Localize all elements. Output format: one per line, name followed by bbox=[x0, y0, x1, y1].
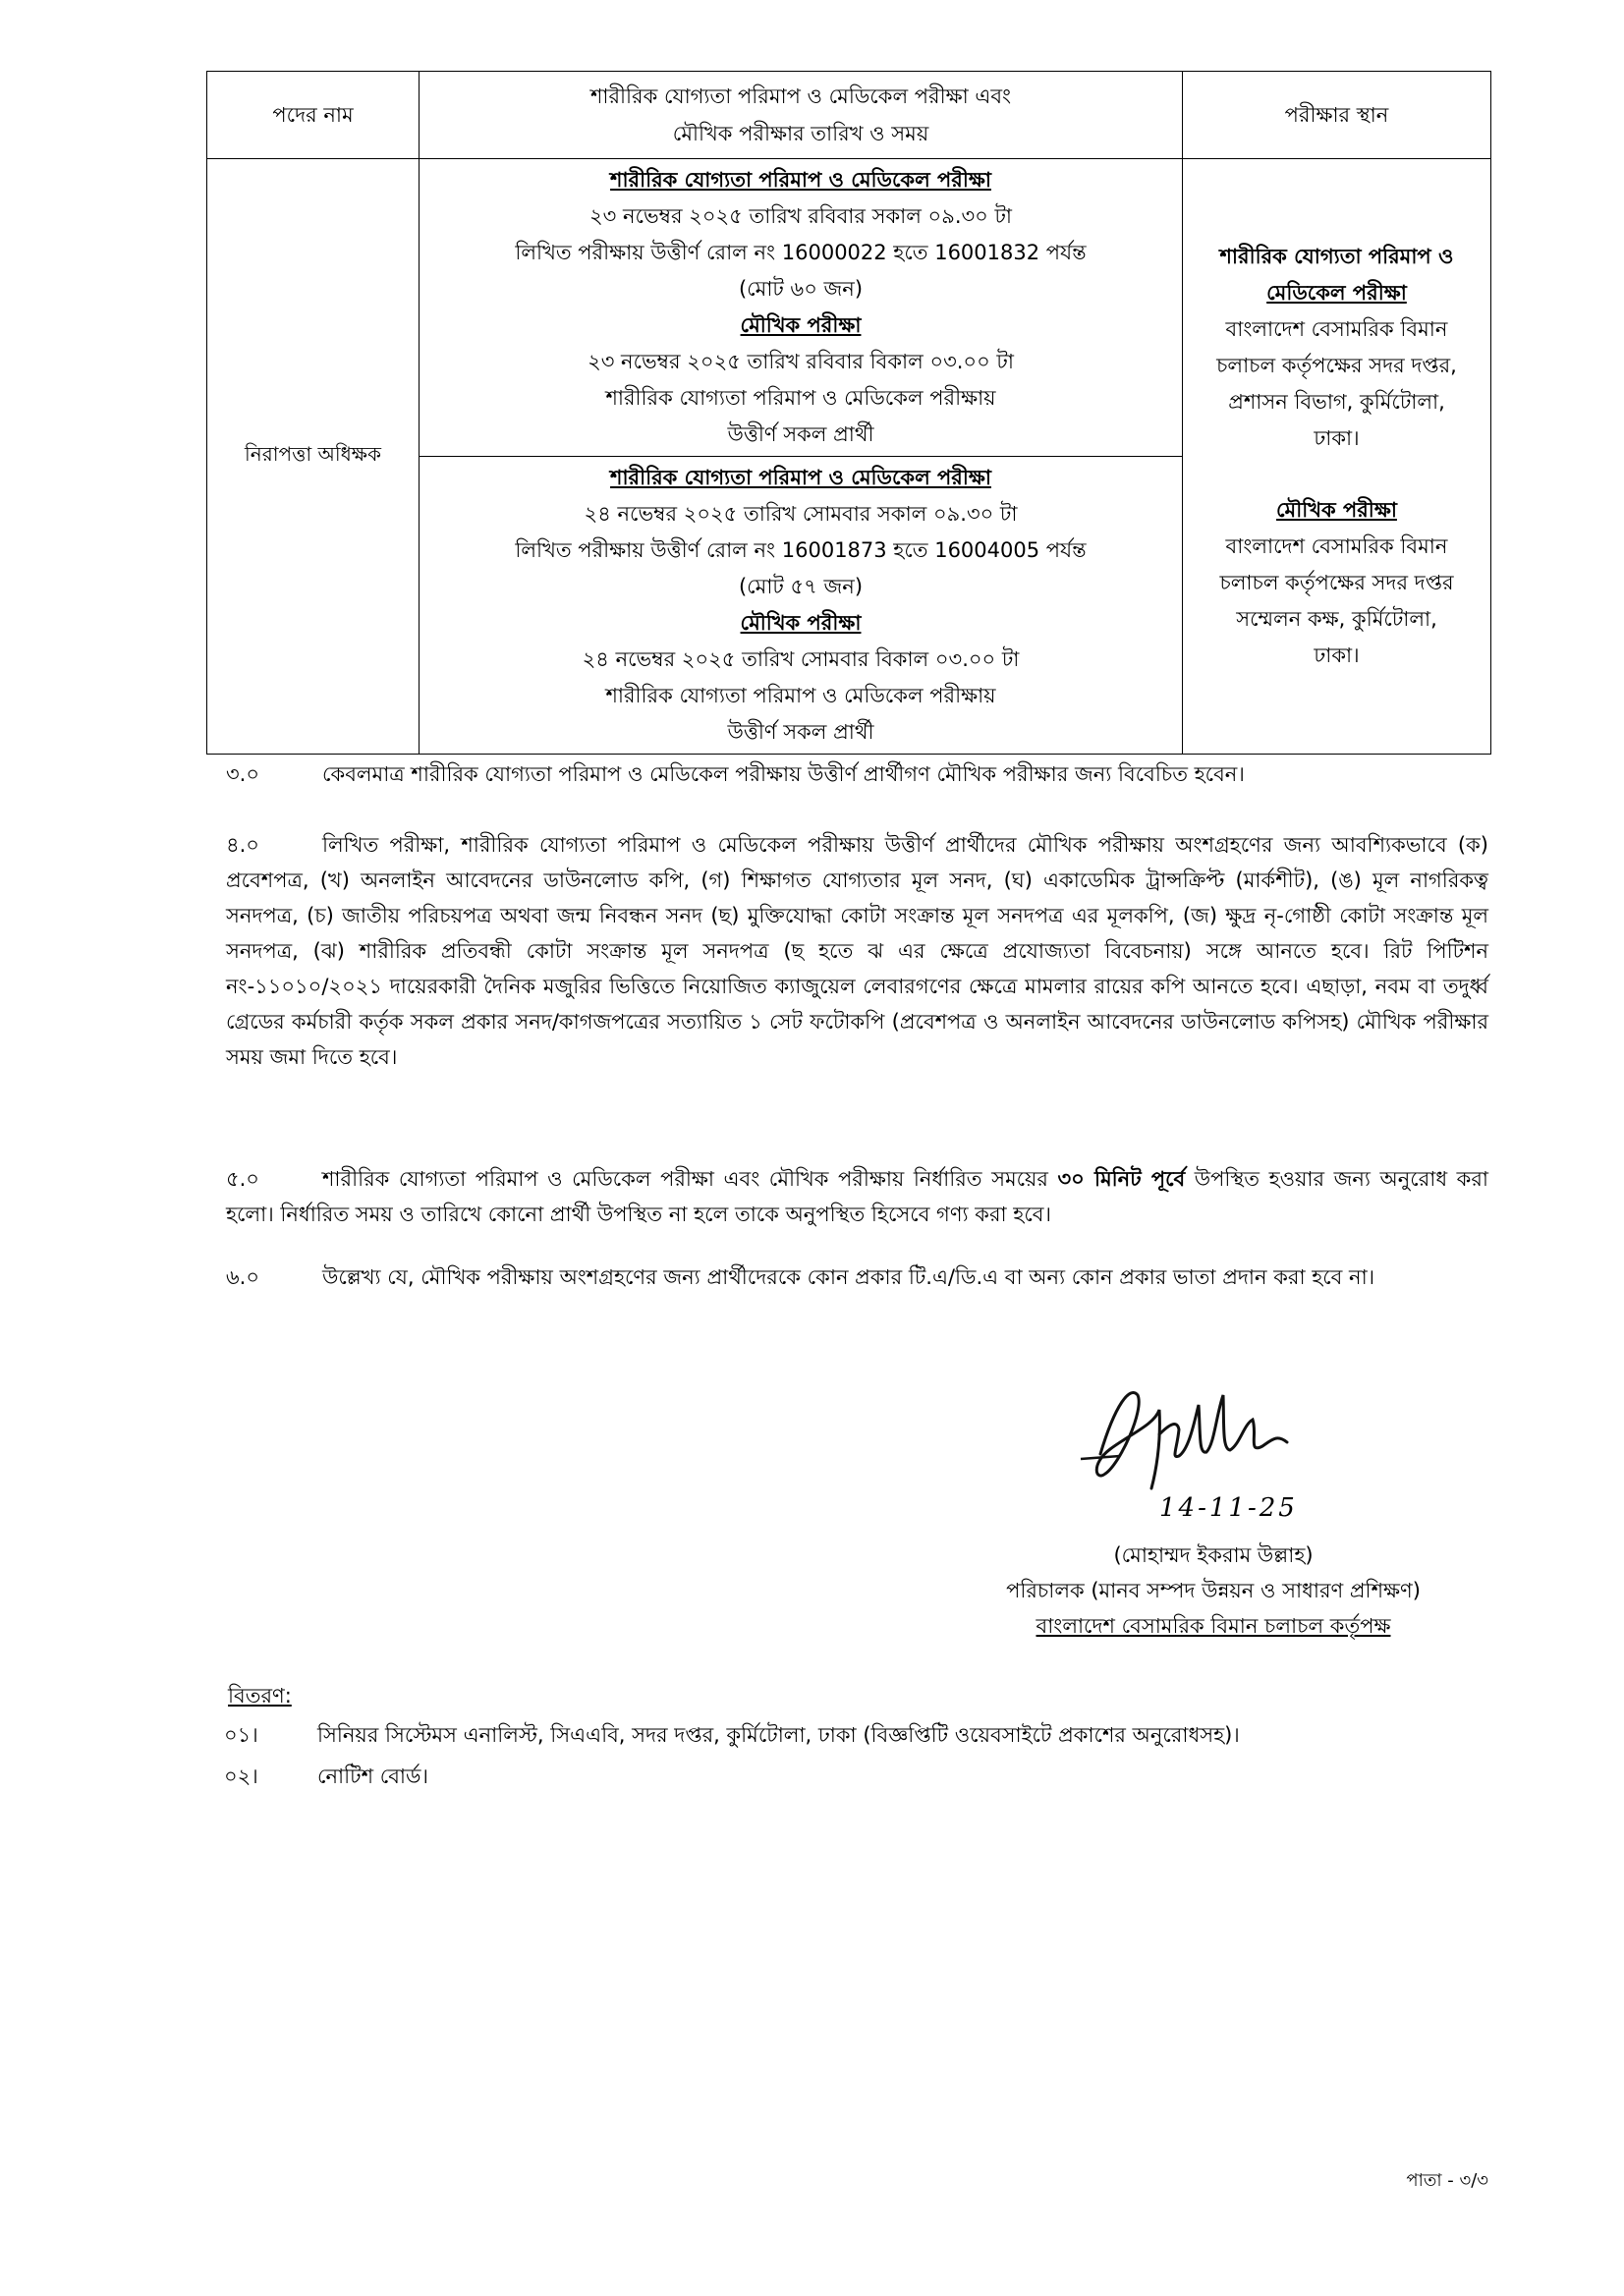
signatory-organization: বাংলাদেশ বেসামরিক বিমান চলাচল কর্তৃপক্ষ bbox=[1036, 1614, 1391, 1638]
paragraph-3-text: কেবলমাত্র শারীরিক যোগ্যতা পরিমাপ ও মেডিকেল পরীক্ষায় উত্তীর্ণ প্রার্থীগণ মৌখিক পরীক্ষার জন্য বিবেচিত হবেন। bbox=[322, 762, 1245, 786]
distribution-item-number: ০২। bbox=[224, 1764, 258, 1788]
signature-date: 14-11-25 bbox=[1159, 1493, 1298, 1523]
paragraph-3 bbox=[226, 756, 1488, 792]
venue-physical-line2: চলাচল কর্তৃপক্ষের সদর দপ্তর, bbox=[1216, 354, 1457, 377]
paragraph-5-text-a: শারীরিক যোগ্যতা পরিমাপ ও মেডিকেল পরীক্ষা এবং মৌখিক পরীক্ষায় নির্ধারিত সময়ের bbox=[322, 1167, 1058, 1191]
venue-physical-line3: প্রশাসন বিভাগ, কুর্মিটোলা, bbox=[1228, 390, 1445, 414]
paragraph-5-text-b: উপস্থিত হওয়ার জন্য অনুরোধ করা হলো। নির্ধারিত সময় ও তারিখে কোনো প্রার্থী উপস্থিত না হলে তাকে অনুপস্থিত হিসেবে গণ্য করা হবে। bbox=[226, 1167, 1488, 1226]
viva-datetime-2: ২৪ নভেম্বর ২০২৫ তারিখ সোমবার বিকাল ০৩.০০ টা bbox=[582, 647, 1020, 671]
venue-viva-title: মৌখিক পরীক্ষা bbox=[1276, 498, 1397, 522]
distribution-item-text: সিনিয়র সিস্টেমস এনালিস্ট, সিএএবি, সদর দপ্তর, কুর্মিটোলা, ঢাকা (বিজ্ঞপ্তিটি ওয়েবসাইটে প্রকাশের অনুরোধসহ)। bbox=[317, 1723, 1240, 1747]
paragraph-6-text: উল্লেখ্য যে, মৌখিক পরীক্ষায় অংশগ্রহণের জন্য প্রার্থীদেরকে কোন প্রকার টি.এ/ডি.এ বা অন্য কোন প্রকার ভাতা প্রদান করা হবে না। bbox=[322, 1265, 1375, 1289]
header-schedule-line2: মৌখিক পরীক্ষার তারিখ ও সময় bbox=[672, 122, 929, 145]
paragraph-4-text: লিখিত পরীক্ষা, শারীরিক যোগ্যতা পরিমাপ ও মেডিকেল পরীক্ষায় উত্তীর্ণ প্রার্থীদের মৌখিক পরীক্ষায় অংশগ্রহণের জন্য আবশ্যিকভাবে (ক) প্রবেশপত্র, (খ) অনলাইন আবেদনের ডাউনলোড কপি, (গ) শিক্ষাগত যোগ্যতার মূল সনদ, (ঘ) একাডেমিক ট্রান্সক্রিপ্ট (মার্কশীট), (ঙ) মূল নাগরিকত্ব সনদপত্র, (চ) জাতীয় পরিচয়পত্র অথবা জন্ম নিবন্ধন সনদ (ছ) মুক্তিযোদ্ধা কোটা সংক্রান্ত মূল সনদপত্র এর মূলকপি, (জ) ক্ষুদ্র নৃ-গোষ্ঠী কোটা সংক্রান্ত মূল সনদপত্র, (ঝ) শারীরিক প্রতিবন্ধী কোটা সংক্রান্ত মূল সনদপত্র (ছ হতে ঝ এর ক্ষেত্রে প্রযোজ্যতা বিবেচনায়) সঙ্গে আনতে হবে। রিট পিটিশন নং-১১০১০/২০২১ দায়েরকারী দৈনিক মজুরির ভিত্তিতে নিয়োজিত ক্যাজুয়েল লেবারগণের ক্ষেত্রে মামলার রায়ের কপি আনতে হবে। এছাড়া, নবম বা তদুর্ধ্ব গ্রেডের কর্মচারী কর্তৃক সকল প্রকার সনদ/কাগজপত্রের সত্যায়িত ১ সেট ফটোকপি (প্রবেশপত্র ও অনলাইন আবেদনের ডাউনলোড কপিসহ) মৌখিক পরীক্ষার সময় জমা দিতে হবে। bbox=[226, 833, 1488, 1069]
distribution-item-number: ০১। bbox=[224, 1723, 258, 1747]
roll-range-1: লিখিত পরীক্ষায় উত্তীর্ণ রোল নং 16000022 হতে 16001832 পর্যন্ত bbox=[515, 241, 1087, 264]
signatory-name: (মোহাম্মদ ইকরাম উল্লাহ) bbox=[1113, 1543, 1314, 1567]
physical-datetime-1: ২৩ নভেম্বর ২০২৫ তারিখ রবিবার সকাল ০৯.৩০ টা bbox=[588, 204, 1013, 228]
header-schedule-line1: শারীরিক যোগ্যতা পরিমাপ ও মেডিকেল পরীক্ষা এবং bbox=[589, 84, 1012, 108]
venue-cell bbox=[1182, 159, 1490, 755]
physical-title-2: শারীরিক যোগ্যতা পরিমাপ ও মেডিকেল পরীক্ষা bbox=[610, 466, 991, 489]
distribution-title: বিতরণ: bbox=[228, 1684, 292, 1708]
list-item bbox=[224, 1759, 428, 1794]
post-name-cell: নিরাপত্তা অধিক্ষক bbox=[207, 159, 420, 755]
viva-datetime-1: ২৩ নভেম্বর ২০২৫ তারিখ রবিবার বিকাল ০৩.০০ টা bbox=[588, 350, 1014, 373]
venue-physical-line4: ঢাকা। bbox=[1314, 426, 1360, 450]
viva-title-2: মৌখিক পরীক্ষা bbox=[740, 611, 862, 635]
venue-viva-line4: ঢাকা। bbox=[1314, 644, 1360, 667]
signatory-designation: পরিচালক (মানব সম্পদ উন্নয়ন ও সাধারণ প্রশিক্ষণ) bbox=[1006, 1579, 1421, 1602]
table-row bbox=[207, 159, 1491, 457]
header-schedule bbox=[420, 72, 1183, 159]
viva-title-1: মৌখিক পরীক্ষা bbox=[740, 313, 862, 337]
physical-title-1: শারীরিক যোগ্যতা পরিমাপ ও মেডিকেল পরীক্ষা bbox=[610, 168, 991, 192]
list-item bbox=[224, 1717, 1240, 1753]
page-number: পাতা - ৩/৩ bbox=[1406, 2170, 1488, 2191]
schedule-group-1 bbox=[420, 159, 1183, 457]
schedule-table-wrapper bbox=[206, 71, 1491, 755]
paragraph-6 bbox=[226, 1260, 1488, 1295]
paragraph-5 bbox=[226, 1161, 1488, 1232]
viva-note2-2: উত্তীর্ণ সকল প্রার্থী bbox=[727, 720, 874, 744]
total-2: (মোট ৫৭ জন) bbox=[738, 575, 864, 598]
venue-viva-line3: সম্মেলন কক্ষ, কুর্মিটোলা, bbox=[1236, 607, 1437, 631]
total-1: (মোট ৬০ জন) bbox=[738, 277, 864, 301]
signature-block bbox=[938, 1538, 1488, 1644]
paragraph-3-number: ৩.০ bbox=[226, 762, 259, 786]
venue-viva-line2: চলাচল কর্তৃপক্ষের সদর দপ্তর bbox=[1219, 571, 1454, 594]
venue-physical-title1: শারীরিক যোগ্যতা পরিমাপ ও bbox=[1219, 245, 1454, 268]
paragraph-5-number: ৫.০ bbox=[226, 1167, 259, 1191]
venue-physical-title2: মেডিকেল পরীক্ষা bbox=[1266, 281, 1407, 305]
paragraph-4 bbox=[226, 827, 1488, 1075]
header-post-name: পদের নাম bbox=[207, 72, 420, 159]
distribution-item-text: নোটিশ বোর্ড। bbox=[317, 1764, 428, 1788]
header-venue: পরীক্ষার স্থান bbox=[1182, 72, 1490, 159]
schedule-table bbox=[206, 71, 1491, 755]
venue-physical-line1: বাংলাদেশ বেসামরিক বিমান bbox=[1225, 317, 1448, 341]
venue-viva-line1: বাংলাদেশ বেসামরিক বিমান bbox=[1225, 534, 1448, 558]
roll-range-2: লিখিত পরীক্ষায় উত্তীর্ণ রোল নং 16001873 হতে 16004005 পর্যন্ত bbox=[515, 538, 1087, 562]
viva-note1-2: শারীরিক যোগ্যতা পরিমাপ ও মেডিকেল পরীক্ষায় bbox=[605, 684, 996, 707]
handwritten-signature bbox=[1061, 1366, 1316, 1513]
viva-note2-1: উত্তীর্ণ সকল প্রার্থী bbox=[727, 422, 874, 446]
paragraph-4-number: ৪.০ bbox=[226, 833, 259, 857]
paragraph-6-number: ৬.০ bbox=[226, 1265, 259, 1289]
schedule-group-2 bbox=[420, 457, 1183, 755]
physical-datetime-2: ২৪ নভেম্বর ২০২৫ তারিখ সোমবার সকাল ০৯.৩০ টা bbox=[584, 502, 1018, 526]
paragraph-5-bold: ৩০ মিনিট পূর্বে bbox=[1057, 1167, 1186, 1191]
paragraph-5-text bbox=[226, 1161, 1488, 1232]
viva-note1-1: শারীরিক যোগ্যতা পরিমাপ ও মেডিকেল পরীক্ষায় bbox=[605, 386, 996, 410]
table-header-row bbox=[207, 72, 1491, 159]
